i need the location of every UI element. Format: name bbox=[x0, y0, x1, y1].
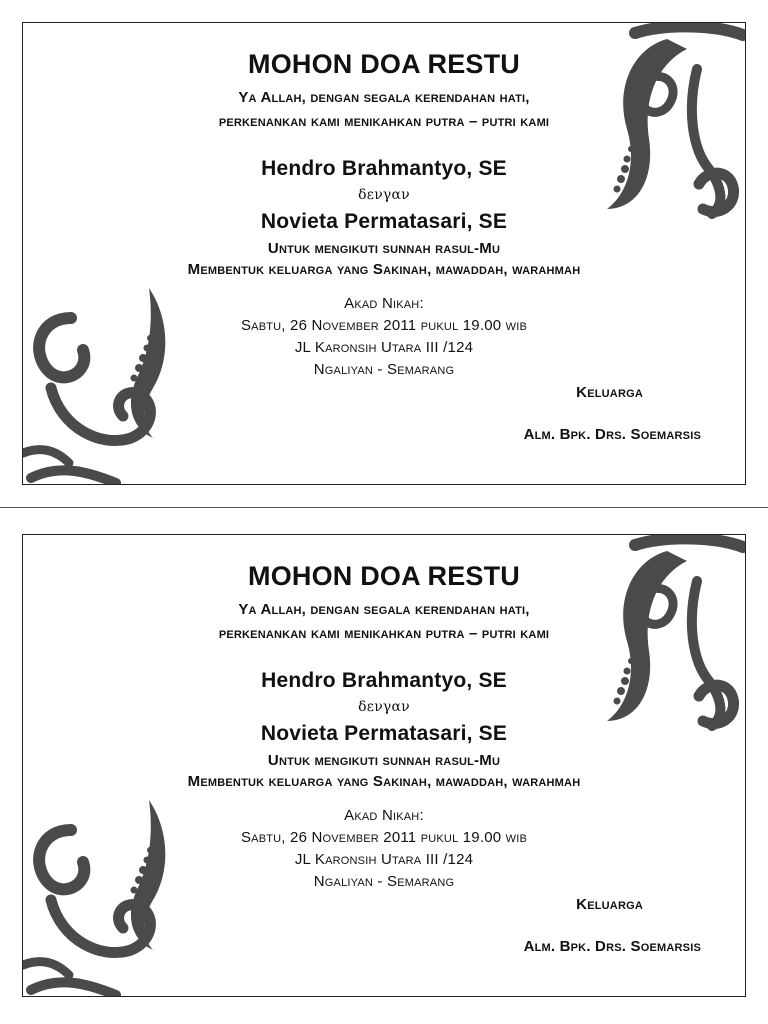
subtitle-line-1: Ya Allah, dengan segala kerendahan hati, bbox=[238, 89, 530, 106]
subtitle-line-2: perkenankan kami menikahkan putra – putri kami bbox=[218, 625, 550, 642]
subtitle-line-2: perkenankan kami menikahkan putra – putri kami bbox=[218, 113, 550, 130]
signoff-name: Alm. Bpk. Drs. Soemarsis bbox=[523, 938, 701, 955]
event-label: Akad Nikah: bbox=[344, 295, 424, 312]
event-datetime: Sabtu, 26 November 2011 pukul 19.00 wib bbox=[240, 317, 528, 334]
connector-word: δενγαν bbox=[358, 187, 410, 203]
invitation-card-top bbox=[22, 22, 746, 485]
purpose-line-2: Membentuk keluarga yang Sakinah, mawaddah, warahmah bbox=[187, 773, 581, 790]
signoff-label: Keluarga bbox=[576, 896, 643, 913]
invitation-title: MOHON DOA RESTU bbox=[248, 49, 520, 79]
event-datetime: Sabtu, 26 November 2011 pukul 19.00 wib bbox=[240, 829, 528, 846]
subtitle-line-1: Ya Allah, dengan segala kerendahan hati, bbox=[238, 601, 530, 618]
cut-divider-line bbox=[0, 507, 768, 508]
signoff-label: Keluarga bbox=[576, 384, 643, 401]
groom-name: Hendro Brahmantyo, SE bbox=[261, 669, 507, 692]
purpose-line-2: Membentuk keluarga yang Sakinah, mawaddah, warahmah bbox=[187, 261, 581, 278]
event-address: JL Karonsih Utara III /124 bbox=[294, 339, 474, 356]
bride-name: Novieta Permatasari, SE bbox=[260, 210, 508, 233]
event-address: JL Karonsih Utara III /124 bbox=[294, 851, 474, 868]
invitation-title: MOHON DOA RESTU bbox=[248, 561, 520, 591]
event-district: Ngaliyan - Semarang bbox=[313, 873, 455, 890]
purpose-line-1: Untuk mengikuti sunnah rasul-Mu bbox=[267, 240, 501, 257]
signoff-name: Alm. Bpk. Drs. Soemarsis bbox=[523, 426, 701, 443]
purpose-line-1: Untuk mengikuti sunnah rasul-Mu bbox=[267, 752, 501, 769]
groom-name: Hendro Brahmantyo, SE bbox=[261, 157, 507, 180]
event-district: Ngaliyan - Semarang bbox=[313, 361, 455, 378]
connector-word: δενγαν bbox=[358, 699, 410, 715]
bride-name: Novieta Permatasari, SE bbox=[260, 722, 508, 745]
event-label: Akad Nikah: bbox=[344, 807, 424, 824]
invitation-card-bottom bbox=[22, 534, 746, 997]
